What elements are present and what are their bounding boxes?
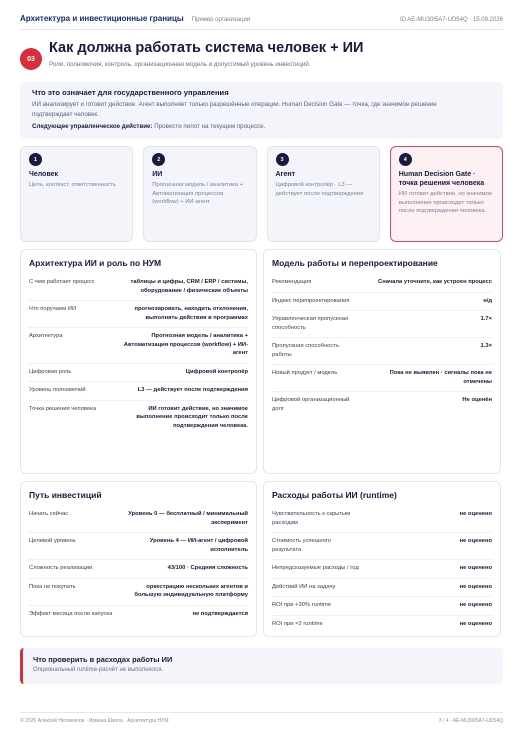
row-label: Индекс перепроектирования [272, 297, 350, 304]
table-row [272, 579, 492, 598]
row-label: Пропускная способность работы [272, 343, 339, 358]
governance-callout [20, 82, 503, 139]
row-value: таблицы и цифры, CRM / ERP / системы, оборудование / физические объекты [130, 279, 248, 294]
row-label: Новый продукт / модель [272, 370, 338, 376]
table-row [272, 311, 492, 338]
step-description: Цель, контекст, ответственность [29, 182, 116, 188]
next-action-label: Следующее управленческое действие: [32, 123, 153, 130]
row-value: не оценено [459, 538, 492, 544]
row-label: Эффект месяца после запуска [29, 610, 113, 617]
step-number: 4 [399, 153, 412, 166]
table-row [29, 401, 248, 436]
row-label: Рекомендация [272, 279, 312, 285]
top-divider [20, 29, 503, 30]
table-row [29, 579, 248, 606]
row-value: Прогнозная модель / аналитика + Автоматизация процессов (workflow) + ИИ-агент [123, 333, 248, 356]
step-title: Агент [275, 171, 296, 178]
step-description: ИИ готовит действие, но значимое выполнение происходит только после подтверждения человека. [398, 191, 493, 215]
step-description: Прогнозная модель / аналитика + Автоматизация процессов (workflow) + ИИ-агент [152, 182, 243, 206]
document-id: ID AE-MU30I5A7-UD54Q · 15.09.2026 [399, 17, 503, 23]
table-row [29, 606, 248, 624]
operating-model-card [263, 249, 501, 474]
row-label: ROI при ×2 runtime [272, 620, 323, 627]
card-title: Расходы работы ИИ (runtime) [272, 490, 397, 500]
footer [20, 718, 503, 724]
table-row [272, 533, 492, 560]
row-value: не подтверждается [192, 610, 248, 617]
row-label: Непредсказуемые расходы / год [272, 565, 359, 571]
table-row [29, 533, 248, 560]
step-number: 2 [152, 153, 165, 166]
row-label: Чувствительность к скрытым расходам [272, 511, 351, 526]
row-label: Точка решения человека [29, 405, 97, 412]
runtime-costs-card [263, 481, 501, 637]
row-value: Сначала уточните, как устроен процесс [378, 279, 492, 285]
architecture-card [20, 249, 257, 474]
row-label: Стоимость успешного результата [272, 538, 332, 553]
footer-page-info: 3 / 4 · AE-MU30I5A7-UD54Q [438, 718, 503, 724]
row-value: Уровень 0 — бесплатный / минимальный эксперимент [128, 511, 248, 526]
row-value: Не оценён [462, 397, 492, 403]
row-label: Цифровой организационный долг [272, 397, 350, 412]
runtime-check-callout [20, 648, 503, 684]
governance-title: Что это означает для государственного управления [32, 88, 229, 97]
row-label: Начать сейчас [29, 511, 69, 517]
page-subtitle: Роли, полномочия, контроль, организационная модель и допустимый уровень инвестиций. [49, 61, 311, 68]
row-value: 1.7× [480, 316, 492, 322]
card-title: Путь инвестиций [29, 490, 102, 500]
step-title: Human Decision Gate · точка решения человека [398, 171, 485, 187]
row-value: Уровень 4 — ИИ-агент / цифровой исполнитель [149, 538, 248, 553]
next-action-text: Провести пилот на текущем процессе. [152, 123, 266, 130]
step-number: 1 [29, 153, 42, 166]
step-number: 3 [276, 153, 289, 166]
step-ai [143, 146, 256, 242]
investment-path-card [20, 481, 257, 637]
table-row [29, 274, 248, 301]
row-label: ROI при +30% runtime [272, 602, 332, 608]
table-row [272, 506, 492, 533]
row-label: Что поручаем ИИ [29, 306, 77, 312]
row-value: не оценено [459, 583, 492, 590]
footer-copyright: © 2026 Алексей Несмеянов · Ирвина Школа · Архитектура НУМ [20, 718, 169, 724]
check-description: Опциональный runtime-расчёт не выполнялся. [33, 667, 164, 673]
row-value: прогнозировать, находить отклонения, выполнять действия в программах [134, 306, 248, 321]
table-row [272, 597, 492, 616]
card-title: Модель работы и перепроектирование [272, 258, 438, 268]
row-value: 1.3× [480, 343, 492, 349]
table-row [29, 382, 248, 401]
page-title: Как должна работать система человек + ИИ [49, 40, 364, 56]
step-human [20, 146, 133, 242]
row-label: Архитектура [29, 333, 63, 339]
row-value: не оценено [459, 511, 492, 517]
step-description: Цифровой контролёр · L3 — действует после подтверждения [275, 182, 364, 197]
top-bar [20, 14, 503, 30]
table-row [29, 364, 248, 383]
row-label: Уровень полномочий [29, 387, 86, 393]
row-label: Цифровая роль [29, 368, 72, 375]
row-label: Действий ИИ на задачу [272, 583, 336, 590]
card-title: Архитектура ИИ и роль по НУМ [29, 258, 162, 268]
step-title: ИИ [152, 171, 163, 178]
table-row [272, 274, 492, 293]
step-agent [267, 146, 380, 242]
footer-divider [20, 712, 503, 713]
table-row [272, 338, 492, 365]
table-row [272, 293, 492, 312]
table-row [29, 328, 248, 364]
table-row [272, 616, 492, 634]
table-row [29, 506, 248, 533]
process-steps [20, 146, 503, 242]
table-row [29, 301, 248, 328]
table-row [272, 365, 492, 392]
row-value: Пока не выявлен · сигналы пока не отмечены [389, 370, 492, 385]
governance-next-action [32, 123, 491, 130]
row-value: н/д [483, 297, 492, 304]
row-label: С чем работает процесс [29, 279, 95, 285]
row-value: не оценено [459, 620, 492, 627]
step-human-decision-gate [390, 146, 503, 242]
row-label: Пока не покупать [29, 583, 76, 590]
check-title: Что проверить в расходах работы ИИ [33, 655, 173, 664]
brand-title: Архитектура и инвестиционные границы [20, 14, 184, 23]
row-label: Управленческая пропускная способность [272, 316, 349, 331]
row-label: Целевой уровень [29, 538, 76, 544]
row-value: Цифровой контролёр [185, 368, 248, 375]
row-value: L3 — действует после подтверждения [137, 387, 248, 393]
row-value: оркестрацию нескольких агентов и большую индивидуальную платформу [134, 583, 248, 598]
governance-description: ИИ анализирует и готовит действие. Агент выполняет только разрешённые операции. Human Decision Gate — точка, где значимое решение подтверждает человек. [32, 101, 437, 118]
row-value: не оценено [459, 602, 492, 608]
row-value: 43/100 · Средняя сложность [167, 565, 248, 571]
row-label: Сложность реализации [29, 565, 93, 571]
row-value: не оценено [459, 565, 492, 571]
organization-name: Пример организации [191, 17, 251, 23]
table-row [272, 560, 492, 579]
table-row [272, 392, 492, 418]
table-row [29, 560, 248, 579]
step-title: Человек [29, 171, 59, 178]
row-value: ИИ готовит действие, но значимое выполнение происходит только после подтверждения человека. [136, 405, 248, 429]
section-number-badge: 03 [20, 48, 42, 70]
